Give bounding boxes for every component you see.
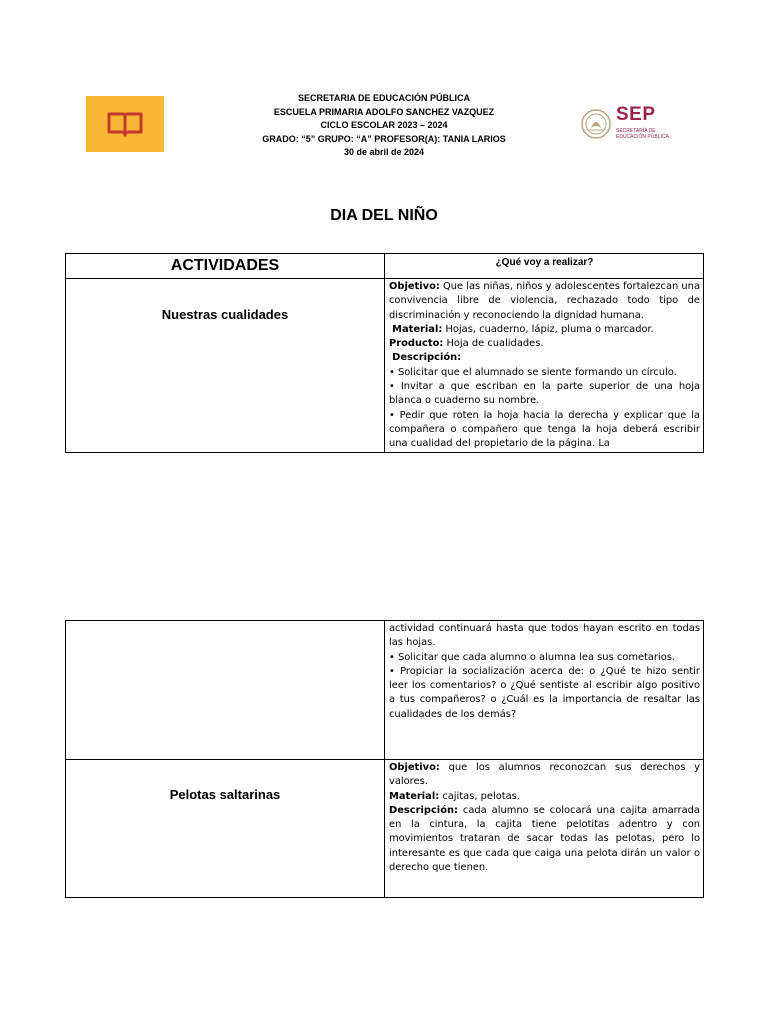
bullet-item: • Pedir que roten la hoja hacia la derecha y explicar que la compañera o compañero que tenga la hoja deberá escribir una cualidad del propietario de la página. La [389, 409, 700, 450]
table-header-row [66, 254, 703, 278]
header-grade: GRADO: “5” GRUPO: “A” PROFESOR(A): TANIA LARIOS [262, 133, 506, 144]
sep-subtitle-2: EDUCACIÓN PÚBLICA [616, 134, 669, 140]
objective-label: Objetivo: [389, 281, 440, 292]
activities-table-2 [65, 620, 704, 898]
header-ministry: SECRETARIA DE EDUCACIÓN PÚBLICA [297, 93, 470, 103]
material-paragraph [389, 323, 700, 337]
material-label: Material: [392, 323, 443, 335]
objective-text: Que las niñas, niños y adolescentes fortalezcan una convivencia libre de violencia, rechazado todo tipo de discriminación y reconociendo la dignidad humana. [389, 281, 700, 321]
bullet-item: • Invitar a que escriban en la parte superior de una hoja blanca o cuaderno su nombre. [389, 381, 700, 407]
activity-name: Pelotas saltarinas [66, 760, 385, 897]
header-date: 30 de abril de 2024 [343, 147, 425, 157]
activity-details [385, 760, 703, 897]
description-text: cada alumno se colocará una cajita amarrada en la cintura, la cajita tiene pelotitas adentro y con movimientos trataran de sacar todas las pelotas, pero lo interesante es que cada que caiga una pelota dirán un valor o derecho que tienen. [389, 804, 700, 874]
book-icon [106, 110, 144, 138]
school-logo [86, 96, 164, 152]
bullet-item: • Propiciar la socialización acerca de: o ¿Qué te hizo sentir leer los comentarios? o ¿Qué sentiste al escribir algo positivo a tus compañeros? o ¿Cuál es la importancia de resaltar las cualidades de los demás? [389, 665, 700, 720]
document-header [234, 92, 534, 160]
eagle-seal-icon [580, 108, 612, 140]
sep-subtitle-1: SECRETARÍA DE [616, 128, 656, 134]
description-label: Descripción: [392, 352, 462, 364]
activity-name: Nuestras cualidades [66, 279, 385, 452]
description-label: Descripción: [389, 804, 458, 816]
material-label: Material: [389, 790, 440, 802]
activity-details [385, 279, 703, 452]
continuation-text: actividad continuará hasta que todos hayan escrito en todas las hojas. [389, 623, 700, 649]
objective-paragraph [389, 761, 700, 790]
sep-wordmark: SEP [616, 104, 656, 125]
header-school: ESCUELA PRIMARIA ADOLFO SANCHEZ VAZQUEZ [273, 106, 495, 117]
sep-logo [580, 104, 690, 148]
description-paragraph [389, 804, 700, 875]
objective-paragraph [389, 280, 700, 323]
activity-name-empty [66, 621, 385, 759]
objective-text: que los alumnos reconozcan sus derechos y valores. [389, 762, 700, 788]
col-header-plan: ¿Qué voy a realizar? [495, 257, 594, 268]
col-header-activities: ACTIVIDADES [66, 254, 385, 278]
objective-label: Objetivo: [389, 762, 440, 773]
material-text: cajitas, pelotas. [439, 790, 520, 802]
table-row [66, 278, 703, 452]
product-label: Producto: [389, 338, 444, 350]
product-text: Hoja de cualidades. [443, 338, 544, 350]
activity-details-continued [385, 621, 703, 759]
page-title: DIA DEL NIÑO [330, 207, 438, 224]
table-row [66, 759, 703, 897]
product-paragraph [389, 337, 700, 351]
description-paragraph [389, 351, 700, 365]
bullet-item: • Solicitar que cada alumno o alumna lea sus cometarios. [389, 651, 676, 663]
material-text: Hojas, cuaderno, lápiz, pluma o marcador. [442, 323, 654, 335]
header-cycle: CICLO ESCOLAR 2023 – 2024 [320, 120, 448, 130]
table-row [66, 621, 703, 759]
material-paragraph [389, 790, 700, 804]
activities-table-1 [65, 253, 704, 453]
bullet-item: • Solicitar que el alumnado se siente formando un círculo. [389, 366, 677, 378]
